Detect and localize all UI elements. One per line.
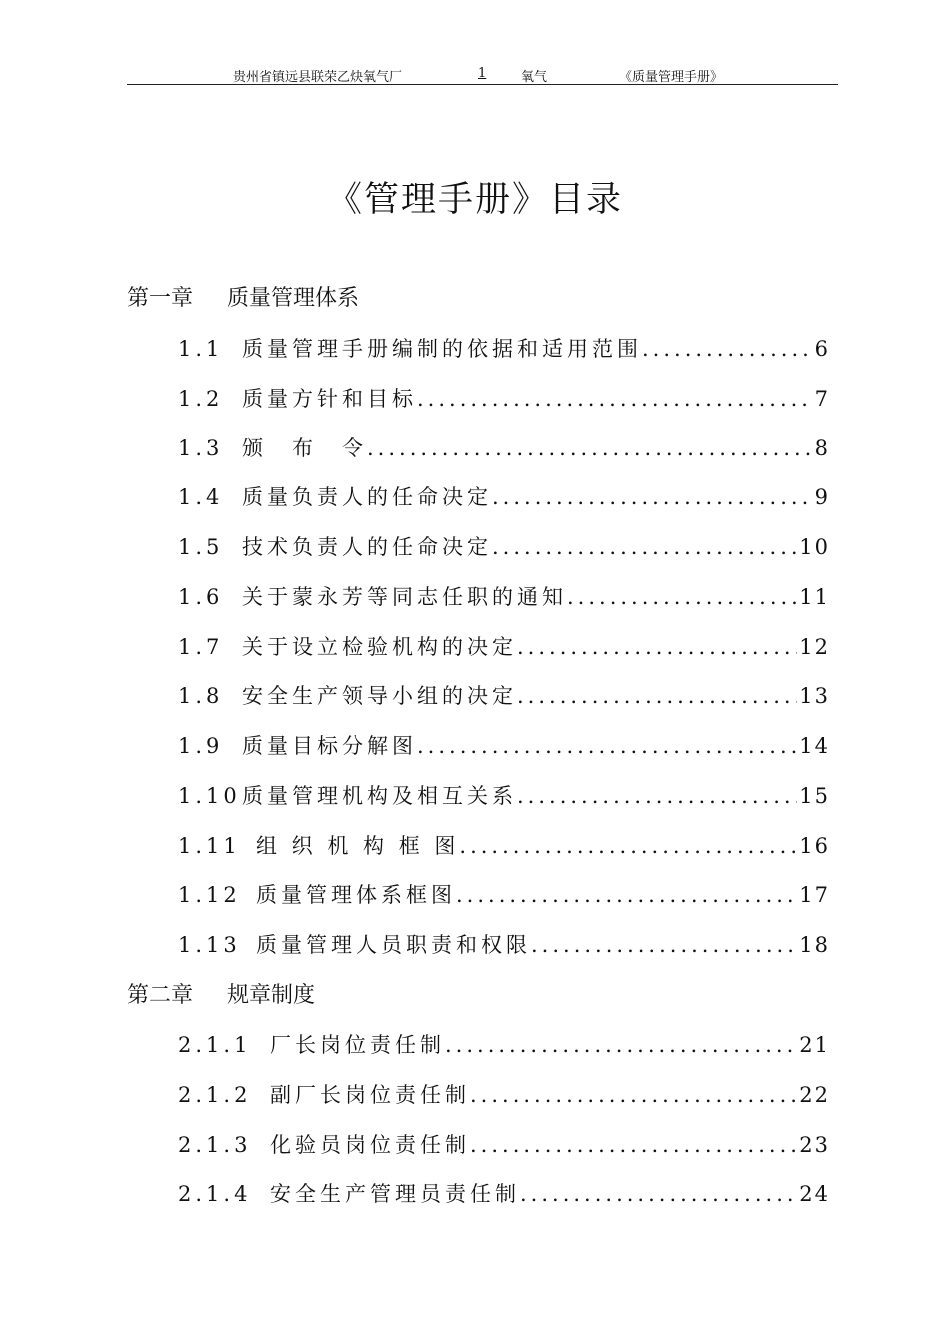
header-company: 贵州省镇远县联荣乙炔氧气厂 — [233, 70, 403, 85]
toc-entry[interactable] — [178, 428, 830, 468]
dot-leader — [470, 1125, 797, 1165]
toc-entry-label: 关于蒙永芳等同志任职的通知 — [242, 585, 567, 609]
dot-leader — [567, 577, 797, 617]
toc-entry-number: 1.4 — [178, 485, 224, 509]
toc-entry-page: 17 — [799, 883, 830, 907]
dot-leader — [459, 826, 797, 866]
dot-leader — [517, 627, 797, 667]
toc-entry-number: 2.1.2 — [178, 1083, 252, 1107]
chapter-heading-2 — [127, 976, 315, 1016]
header-product: 氧气 — [521, 70, 548, 85]
document-title: 《管理手册》目录 — [326, 180, 623, 220]
toc-entry-page: 13 — [799, 684, 830, 708]
dot-leader — [417, 379, 813, 419]
toc-entry-page: 10 — [799, 535, 830, 559]
toc-entry-label: 副厂长岗位责任制 — [270, 1083, 470, 1107]
toc-entry-number: 1.7 — [178, 635, 224, 659]
toc-entry-number: 2.1.4 — [178, 1182, 252, 1206]
toc-entry-page: 22 — [799, 1083, 830, 1107]
toc-entry-number: 1.13 — [178, 933, 241, 957]
toc-entry-number: 1.8 — [178, 684, 224, 708]
toc-entry-page: 14 — [799, 734, 830, 758]
toc-entry-number: 1.6 — [178, 585, 224, 609]
toc-entry[interactable] — [178, 379, 830, 419]
toc-entry-number: 1.5 — [178, 535, 224, 559]
toc-entry[interactable] — [178, 627, 830, 667]
toc-entry[interactable] — [178, 329, 830, 369]
toc-entry-number: 1.1 — [178, 337, 224, 361]
toc-entry-page: 12 — [799, 635, 830, 659]
chapter-heading-1 — [127, 279, 359, 319]
dot-leader — [456, 875, 797, 915]
toc-entry-number: 1.9 — [178, 734, 224, 758]
toc-entry[interactable] — [178, 1174, 830, 1214]
chapter-name: 质量管理体系 — [227, 286, 360, 311]
chapter-number: 第一章 — [127, 286, 194, 311]
dot-leader — [531, 925, 797, 965]
toc-entry-label: 质量管理人员职责和权限 — [256, 933, 531, 957]
chapter-name: 规章制度 — [227, 983, 316, 1008]
dot-leader — [517, 676, 797, 716]
toc-entry-page: 21 — [799, 1033, 830, 1057]
toc-entry-number: 1.3 — [178, 436, 224, 460]
toc-entry-page: 15 — [799, 784, 830, 808]
toc-entry-label: 质量负责人的任命决定 — [242, 485, 492, 509]
toc-entry-label: 安全生产管理员责任制 — [270, 1182, 520, 1206]
toc-entry[interactable] — [178, 925, 830, 965]
toc-entry[interactable] — [178, 875, 830, 915]
toc-entry[interactable] — [178, 726, 830, 766]
toc-entry[interactable] — [178, 1125, 830, 1165]
toc-entry-label: 技术负责人的任命决定 — [242, 535, 492, 559]
toc-entry-label: 质量目标分解图 — [242, 734, 417, 758]
toc-entry-number: 1.12 — [178, 883, 241, 907]
toc-entry-page: 16 — [799, 834, 830, 858]
toc-entry[interactable] — [178, 676, 830, 716]
toc-entry-number: 2.1.3 — [178, 1133, 252, 1157]
dot-leader — [417, 726, 797, 766]
toc-entry-label: 组 织 机 构 框 图 — [256, 834, 460, 858]
dot-leader — [492, 527, 797, 567]
dot-leader — [470, 1075, 797, 1115]
toc-entry[interactable] — [178, 577, 830, 617]
toc-entry-number: 1.11 — [178, 834, 241, 858]
header-manual-title: 《质量管理手册》 — [619, 70, 724, 85]
toc-entry-label: 质量管理机构及相互关系 — [242, 784, 517, 808]
toc-entry-page: 7 — [814, 387, 830, 411]
toc-entry-page: 11 — [799, 585, 830, 609]
toc-entry-page: 6 — [814, 337, 830, 361]
toc-entry-label: 质量方针和目标 — [242, 387, 417, 411]
toc-entry[interactable] — [178, 527, 830, 567]
toc-entry-page: 8 — [814, 436, 830, 460]
dot-leader — [642, 329, 813, 369]
toc-entry[interactable] — [178, 776, 830, 816]
dot-leader — [445, 1025, 797, 1065]
toc-entry-page: 24 — [799, 1182, 830, 1206]
toc-entry[interactable] — [178, 477, 830, 517]
toc-entry-label: 安全生产领导小组的决定 — [242, 684, 517, 708]
toc-entry[interactable] — [178, 1025, 830, 1065]
header-page-number: 1 — [478, 66, 487, 81]
toc-entry-label: 厂长岗位责任制 — [270, 1033, 445, 1057]
toc-entry-label: 关于设立检验机构的决定 — [242, 635, 517, 659]
toc-entry-number: 2.1.1 — [178, 1033, 252, 1057]
toc-entry-label: 颁 布 令 — [242, 436, 367, 460]
dot-leader — [517, 776, 797, 816]
toc-entry-page: 9 — [814, 485, 830, 509]
dot-leader — [492, 477, 813, 517]
toc-entry-label: 质量管理手册编制的依据和适用范围 — [242, 337, 642, 361]
toc-entry[interactable] — [178, 1075, 830, 1115]
toc-entry-number: 1.10 — [178, 784, 241, 808]
dot-leader — [367, 428, 813, 468]
dot-leader — [520, 1174, 797, 1214]
toc-entry-number: 1.2 — [178, 387, 224, 411]
toc-entry-label: 化验员岗位责任制 — [270, 1133, 470, 1157]
toc-entry-label: 质量管理体系框图 — [256, 883, 456, 907]
toc-entry-page: 18 — [799, 933, 830, 957]
toc-entry-page: 23 — [799, 1133, 830, 1157]
toc-entry[interactable] — [178, 826, 830, 866]
chapter-number: 第二章 — [127, 983, 194, 1008]
